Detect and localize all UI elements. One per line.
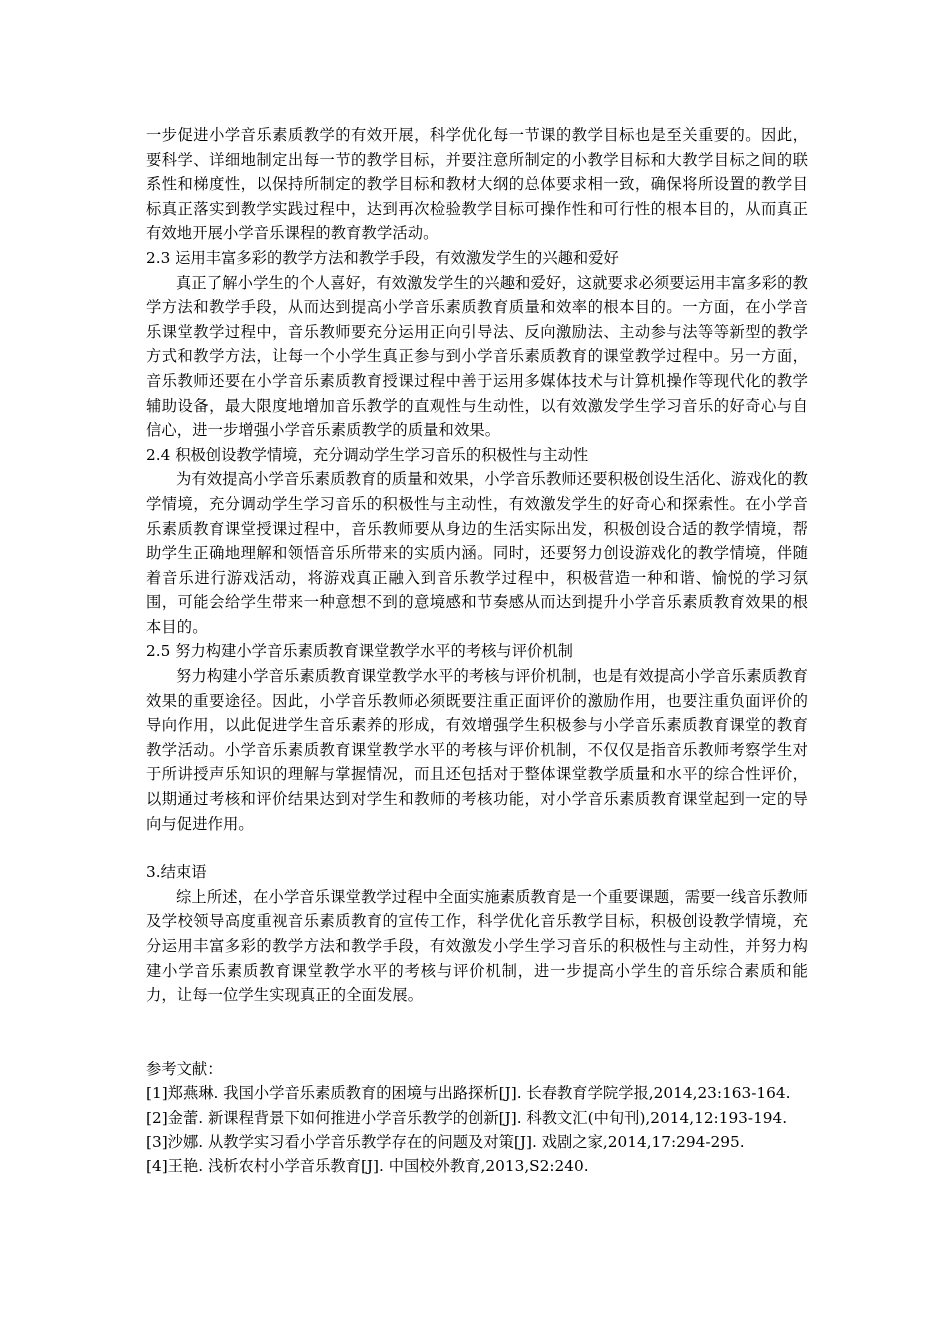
conclusion-heading: 3.结束语 bbox=[146, 863, 207, 882]
spacer bbox=[146, 1008, 808, 1057]
section-heading-2-5: 2.5 努力构建小学音乐素质教育课堂教学水平的考核与评价机制 bbox=[146, 642, 573, 661]
reference-item: [1]郑燕琳. 我国小学音乐素质教育的困境与出路探析[J]. 长春教育学院学报,2014,23:163-164. bbox=[146, 1084, 791, 1103]
reference-item: [2]金蕾. 新课程背景下如何推进小学音乐教学的创新[J]. 科教文汇(中旬刊),2014,12:193-194. bbox=[146, 1108, 788, 1127]
section-heading-2-3: 2.3 运用丰富多彩的教学方法和教学手段，有效激发学生的兴趣和爱好 bbox=[146, 248, 619, 267]
reference-item: [4]王艳. 浅析农村小学音乐教育[J]. 中国校外教育,2013,S2:240. bbox=[146, 1157, 589, 1176]
conclusion-paragraph: 综上所述，在小学音乐课堂教学过程中全面实施素质教育是一个重要课题，需要一线音乐教师及学校领导高度重视音乐素质教育的宣传工作，科学优化音乐教学目标，积极创设教学情境，充分运用丰富多彩的教学方法和教学手段，有效激发小学生学习音乐的积极性与主动性，并努力构建小学音乐素质教育课堂教学水平的考核与评价机制，进一步提高小学生的音乐综合素质和能力，让每一位学生实现真正的全面发展。 bbox=[146, 887, 808, 1005]
section-paragraph-2-5: 努力构建小学音乐素质教育课堂教学水平的考核与评价机制，也是有效提高小学音乐素质教育效果的重要途径。因此，小学音乐教师必须既要注重正面评价的激励作用，也要注重负面评价的导向作用，以此促进学生音乐素养的形成，有效增强学生积极参与小学音乐素质教育课堂的教育教学活动。小学音乐素质教育课堂教学水平的考核与评价机制，不仅仅是指音乐教师考察学生对于所讲授声乐知识的理解与掌握情况，而且还包括对于整体课堂教学质量和水平的综合性评价，以期通过考核和评价结果达到对学生和教师的考核功能，对小学音乐素质教育课堂起到一定的导向与促进作用。 bbox=[146, 667, 808, 833]
section-heading-2-4: 2.4 积极创设教学情境，充分调动学生学习音乐的积极性与主动性 bbox=[146, 445, 589, 464]
spacer bbox=[146, 836, 808, 860]
references-title: 参考文献： bbox=[146, 1059, 223, 1078]
section-paragraph-2-4: 为有效提高小学音乐素质教育的质量和效果，小学音乐教师还要积极创设生活化、游戏化的教学情境，充分调动学生学习音乐的积极性与主动性，有效激发学生的好奇心和探索性。在小学音乐素质教育课堂授课过程中，音乐教师要从身边的生活实际出发，积极创设合适的教学情境，帮助学生正确地理解和领悟音乐所带来的实质内涵。同时，还要努力创设游戏化的教学情境，伴随着音乐进行游戏活动，将游戏真正融入到音乐教学过程中，积极营造一种和谐、愉悦的学习氛围，可能会给学生带来一种意想不到的意境感和节奏感从而达到提升小学音乐素质教育效果的根本目的。 bbox=[146, 470, 808, 636]
intro-paragraph: 一步促进小学音乐素质教学的有效开展，科学优化每一节课的教学目标也是至关重要的。因此，要科学、详细地制定出每一节的教学目标，并要注意所制定的小教学目标和大教学目标之间的联系性和梯度性，以保持所制定的教学目标和教材大纲的总体要求相一致，确保将所设置的教学目标真正落实到教学实践过程中，达到再次检验教学目标可操作性和可行性的根本目的，从而真正有效地开展小学音乐课程的教育教学活动。 bbox=[146, 126, 808, 243]
document-page bbox=[146, 123, 808, 1179]
reference-item: [3]沙娜. 从教学实习看小学音乐教学存在的问题及对策[J]. 戏剧之家,2014,17:294-295. bbox=[146, 1133, 745, 1151]
section-paragraph-2-3: 真正了解小学生的个人喜好，有效激发学生的兴趣和爱好，这就要求必须要运用丰富多彩的教学方法和教学手段，从而达到提高小学音乐素质教育质量和效率的根本目的。一方面，在小学音乐课堂教学过程中，音乐教师要充分运用正向引导法、反向激励法、主动参与法等等新型的教学方式和教学方法，让每一个小学生真正参与到小学音乐素质教育的课堂教学过程中。另一方面，音乐教师还要在小学音乐素质教育授课过程中善于运用多媒体技术与计算机操作等现代化的教学辅助设备，最大限度地增加音乐教学的直观性与生动性，以有效激发学生学习音乐的好奇心与自信心，进一步增强小学音乐素质教学的质量和效果。 bbox=[146, 273, 808, 440]
